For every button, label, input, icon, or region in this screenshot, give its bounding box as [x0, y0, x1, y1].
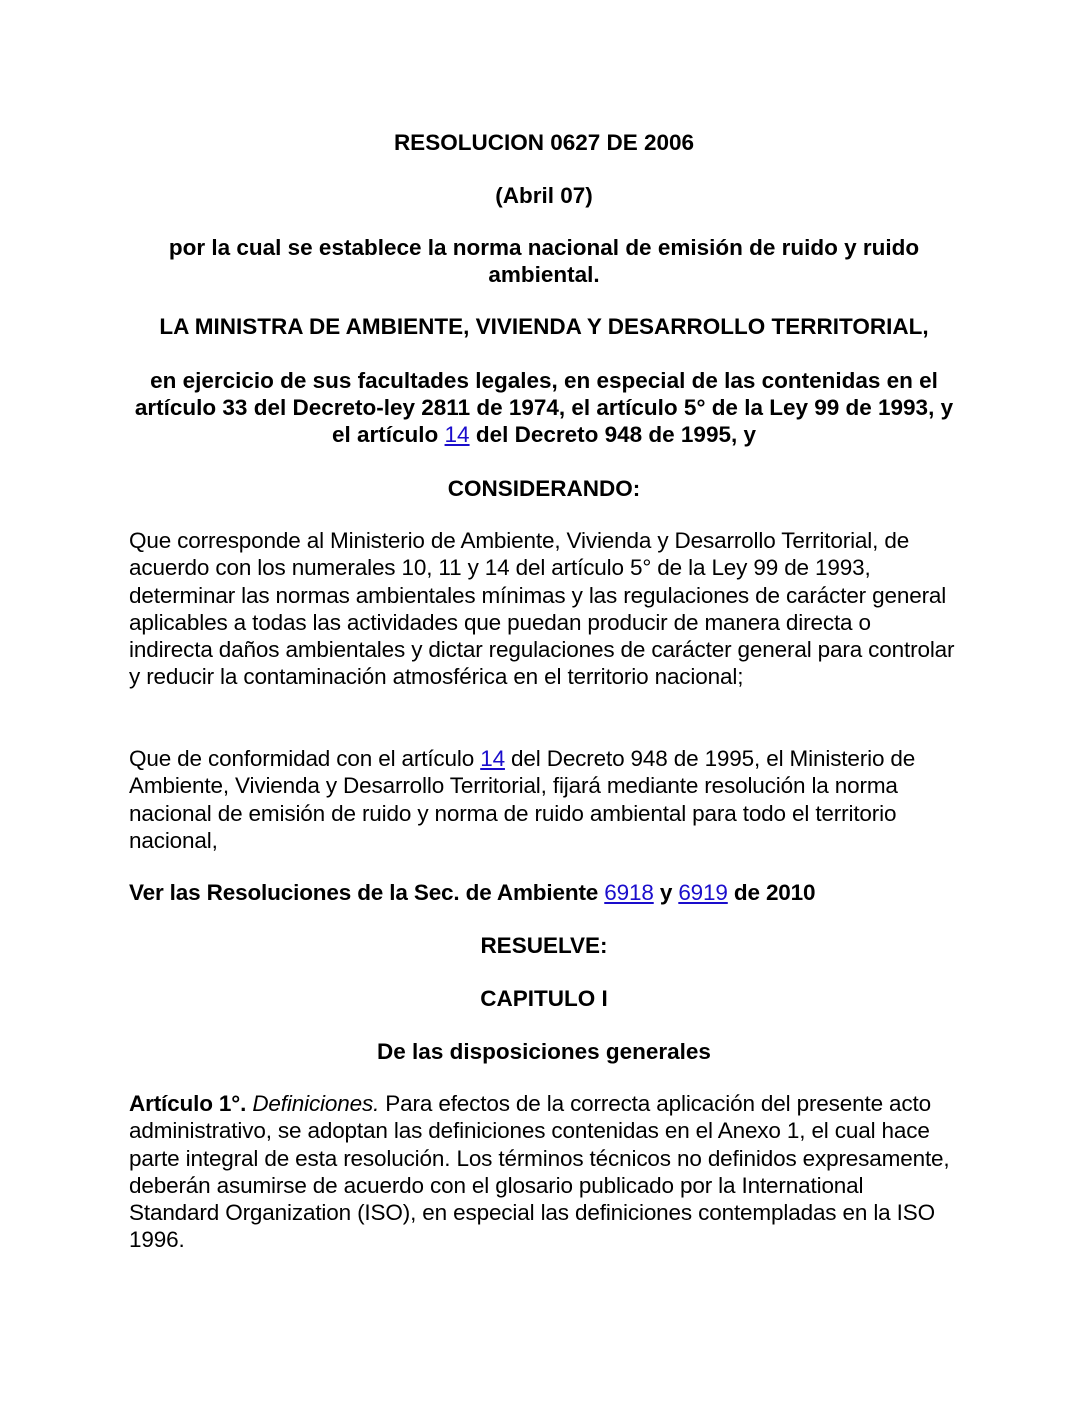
article-14-link-2[interactable]: 14 — [480, 746, 505, 771]
legal-powers-text-end: del Decreto 948 de 1995, y — [469, 422, 756, 447]
article-1-name: Definiciones. — [252, 1091, 380, 1116]
chapter-title: De las disposiciones generales — [377, 1039, 711, 1064]
see-also-and: y — [653, 880, 679, 905]
see-also-resolutions — [129, 879, 959, 906]
chapter-heading: CAPITULO I — [480, 986, 608, 1011]
article-1-text: Para efectos de la correcta aplicación del presente acto administrativo, se adoptan las definiciones contenidas en el Anexo 1, el cual hace parte integral de esta resolución. Los términos técnicos no definidos expresamente, deberán asumirse de acuerdo con el glosario publicado por la International Standard Organization (ISO), en especial las definiciones contempladas en la ISO 1996. — [129, 1091, 950, 1253]
legal-powers — [129, 367, 959, 448]
article-14-link[interactable]: 14 — [444, 422, 470, 447]
resolution-6919-link[interactable]: 6919 — [678, 880, 728, 905]
issuing-authority: LA MINISTRA DE AMBIENTE, VIVIENDA Y DESARROLLO TERRITORIAL, — [159, 314, 929, 339]
considerando-2-text-end: del Decreto 948 de 1995, el Ministerio de Ambiente, Vivienda y Desarrollo Territorial, fijará mediante resolución la norma nacional de emisión de ruido y norma de ruido ambiental para todo el territorio nacional, — [129, 746, 916, 853]
considerando-paragraph-1: Que corresponde al Ministerio de Ambiente, Vivienda y Desarrollo Territorial, de acuerdo con los numerales 10, 11 y 14 del artículo 5° de la Ley 99 de 1993, determinar las normas ambientales mínimas y las regulaciones de carácter general aplicables a todas las actividades que puedan producir de manera directa o indirecta daños ambientales y dictar regulaciones de carácter general para controlar y reducir la contaminación atmosférica en el territorio nacional; — [129, 528, 955, 690]
article-1-label: Artículo 1°. — [129, 1091, 247, 1116]
considerando-heading: CONSIDERANDO: — [447, 476, 641, 501]
see-also-year: de 2010 — [727, 880, 816, 905]
considerando-paragraph-2 — [129, 745, 959, 854]
see-also-text: Ver las Resoluciones de la Sec. de Ambiente — [129, 880, 605, 905]
document-subject: por la cual se establece la norma nacional de emisión de ruido y ruido ambiental. — [168, 235, 920, 287]
document-date: (Abril 07) — [495, 183, 593, 208]
document-title: RESOLUCION 0627 DE 2006 — [393, 130, 695, 155]
legal-powers-text: en ejercicio de sus facultades legales, en especial de las contenidas en el artículo 33 del Decreto-ley 2811 de 1974, el artículo 5° de la Ley 99 de 1993, y el artículo — [134, 368, 954, 447]
resuelve-heading: RESUELVE: — [480, 933, 608, 958]
article-1-paragraph — [129, 1090, 959, 1254]
considerando-2-text: Que de conformidad con el artículo — [129, 746, 481, 771]
resolution-6918-link[interactable]: 6918 — [604, 880, 654, 905]
